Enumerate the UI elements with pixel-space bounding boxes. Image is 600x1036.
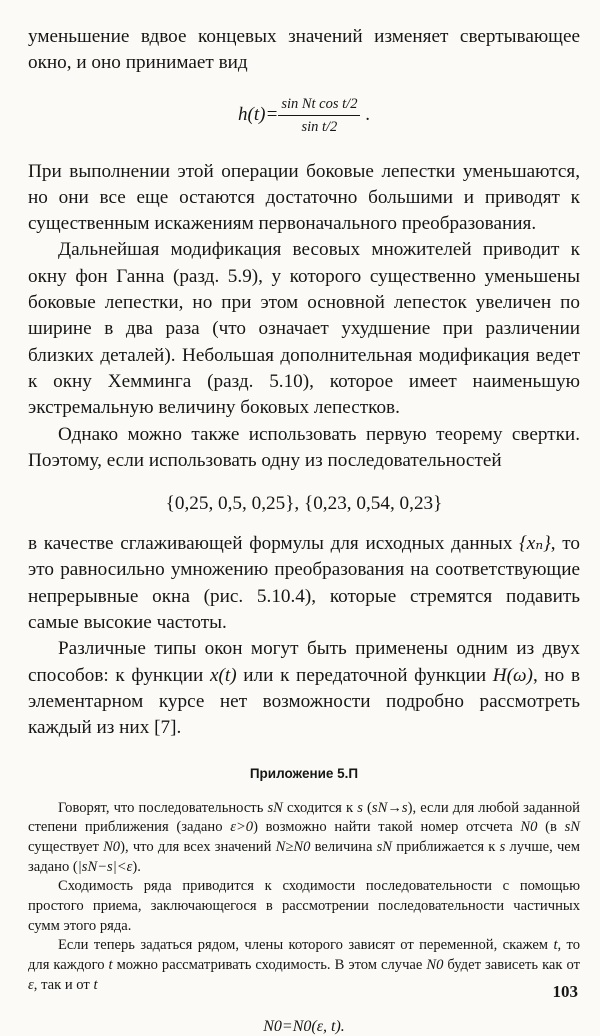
a3-N0: N0 xyxy=(426,957,444,974)
p6-text-3: , но в элементарном курсе нет возможности подробно рассмотреть каждый из них [7]. xyxy=(28,664,581,739)
paragraph-1: уменьшение вдвое концевых значений изменяет свертывающее окно, и оно принимает вид xyxy=(28,26,580,74)
a1-sN3: sN xyxy=(376,838,393,855)
a1-t3: ( xyxy=(362,799,372,816)
a3-t-c: t xyxy=(93,976,98,993)
a1-t12: ). xyxy=(132,858,141,875)
p6-Hw: H(ω) xyxy=(492,664,533,686)
appendix-paragraph-3 xyxy=(28,936,580,995)
a3-t2: , то для каждого xyxy=(28,937,581,974)
paragraph-5 xyxy=(28,531,580,636)
a1-sN: sN xyxy=(267,799,283,816)
formula-fraction xyxy=(278,94,360,137)
paragraph-6 xyxy=(28,636,580,741)
a1-N0b: N0 xyxy=(103,838,121,855)
paragraph-2: При выполнении этой операции боковые лепестки уменьшаются, но они все еще остаются достаточно большими и приводят к существенным искажениям первоначального преобразования. xyxy=(28,160,580,235)
a3-t: t xyxy=(553,937,558,954)
paragraph-4: Однако можно также использовать первую теорему свертки. Поэтому, если использовать одну из последовательностей xyxy=(28,423,580,471)
page-content xyxy=(28,0,580,1036)
a1-conv: sN→s xyxy=(371,799,408,816)
formula-numerator: sin Nt cos t/2 xyxy=(278,94,360,116)
a1-t10: приближается к xyxy=(392,838,500,855)
a1-t4: ), если для любой заданной степени приближения (задано xyxy=(28,799,580,836)
a3-t3: можно рассматривать сходимость. В этом случае xyxy=(112,957,427,974)
p5-xn: {xₙ} xyxy=(519,533,551,555)
page-number: 103 xyxy=(552,982,578,1001)
formula-end: . xyxy=(365,103,370,125)
formula-h-t xyxy=(28,87,580,143)
a1-NN0: N≥N0 xyxy=(275,838,311,855)
a1-sN2: sN xyxy=(564,819,580,836)
p5-text-1: в качестве сглаживающей формулы для исходных данных xyxy=(28,533,520,555)
a3-t5: , так и от xyxy=(33,976,94,993)
p6-xt: x(t) xyxy=(209,664,237,686)
paragraph-3: Дальнейшая модификация весовых множителей приводит к окну фон Ганна (разд. 5.9), у которого существенно уменьшены боковые лепестки, но при этом основной лепесток увеличен по ширине в два раза (что означает ухудшение при различении близких деталей). Небольшая дополнительная модификация ведет к окну Хемминга (разд. 5.10), которое имеет наименьшую экстремальную величину боковых лепестков. xyxy=(28,239,580,419)
a3-t4: будет зависеть как от xyxy=(443,957,580,974)
formula-N0: N0=N0(ε, t). xyxy=(263,1017,345,1035)
a1-s: s xyxy=(357,799,363,816)
p5-text-2: , то это равносильно умножению преобразования на соответствующие непрерывные окна (рис. 5.10.4), которые стремятся подавить самые высокие частоты. xyxy=(28,533,580,634)
p6-text-2: или к передаточной функции xyxy=(236,664,493,686)
a1-eps: ε>0 xyxy=(230,819,254,836)
appendix-heading: Приложение 5.П xyxy=(249,765,359,781)
a3-t1: Если теперь задаться рядом, члены которого зависят от переменной, скажем xyxy=(58,937,554,954)
a1-abs: |sN−s|<ε xyxy=(77,858,133,875)
a1-t2: сходится к xyxy=(282,799,358,816)
a1-t9: величина xyxy=(310,838,377,855)
a1-t8: ), что для всех значений xyxy=(120,838,276,855)
a3-eps: ε xyxy=(28,976,34,993)
appendix-paragraph-2: Сходимость ряда приводится к сходимости последовательности с помощью простого приема, заключающегося в рассмотрении последовательности частичных сумм этого ряда. xyxy=(28,878,580,934)
a1-s2: s xyxy=(499,838,506,855)
a1-t1: Говорят, что последовательность xyxy=(58,799,268,816)
appendix-paragraph-1 xyxy=(28,799,580,878)
formula-lhs: h(t)= xyxy=(238,103,279,125)
sequence-formula: {0,25, 0,5, 0,25}, {0,23, 0,54, 0,23} xyxy=(165,493,443,515)
formula-denominator: sin t/2 xyxy=(301,118,338,135)
a1-t7: существует xyxy=(28,838,104,855)
a1-t11: лучше, чем задано ( xyxy=(28,838,581,875)
a1-t5: ) возможно найти такой номер отсчета xyxy=(253,819,521,836)
p6-text-1: Различные типы окон могут быть применены одним из двух способов: к функции xyxy=(28,638,580,686)
a1-N0: N0 xyxy=(520,819,538,836)
a1-t6: (в xyxy=(537,819,565,836)
a3-t-b: t xyxy=(108,957,113,974)
